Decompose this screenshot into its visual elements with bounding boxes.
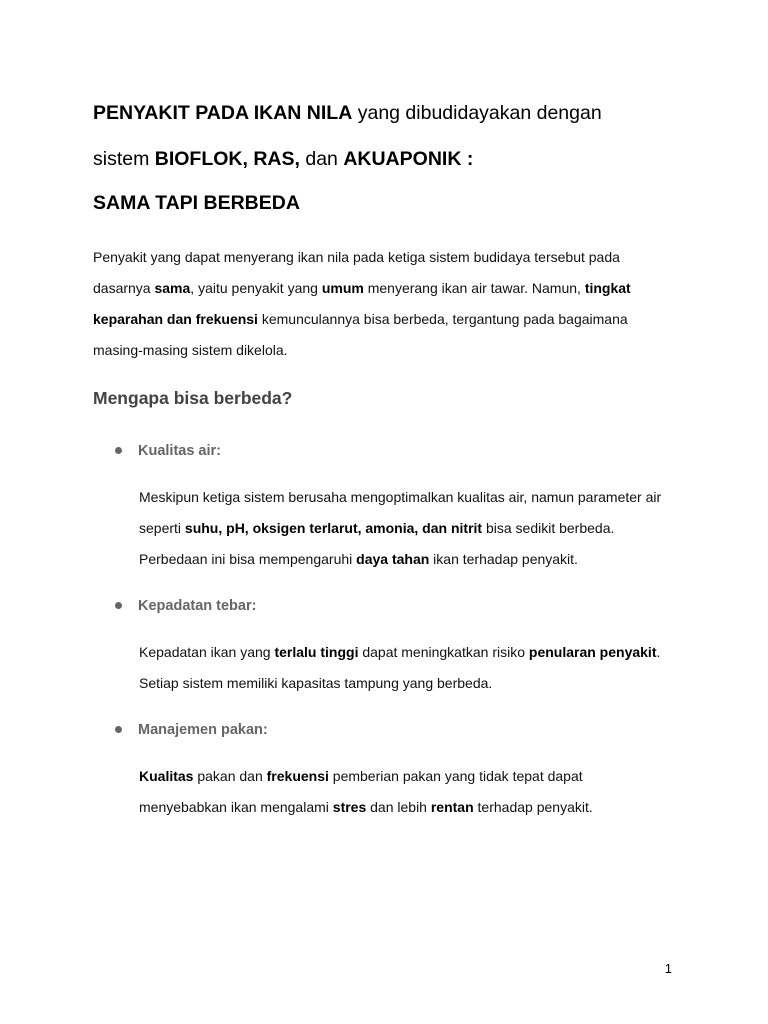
text-line: Penyakit yang dapat menyerang ikan nila pada ketiga sistem budidaya tersebut pada [93,249,620,265]
title-line-3: SAMA TAPI BERBEDA [93,192,300,214]
intro-paragraph [93,242,631,366]
text-segment: dapat meningkatkan risiko [358,644,529,660]
bullet-paragraph-kualitas-air [139,482,661,575]
title-bold-segment: AKUAPONIK : [343,148,474,170]
bullet-item-kepadatan-tebar [115,596,256,616]
text-segment: dasarnya [93,280,155,296]
text-segment: kemunculannya bisa berbeda, tergantung pada bagaimana [257,311,628,327]
text-segment: Kepadatan ikan yang [139,644,275,660]
text-line [139,637,660,668]
bullet-item-manajemen-pakan [115,720,268,740]
bullet-label: Manajemen pakan: [138,722,268,738]
bullet-dot-icon [115,726,122,733]
title-normal-segment: sistem [93,148,155,170]
bold-text: penularan penyakit [528,644,657,660]
bold-text: daya tahan [356,551,430,567]
text-line: masing-masing sistem dikelola. [93,342,288,358]
bullet-paragraph-kepadatan-tebar [139,637,660,699]
bold-text: sama [154,280,191,296]
title-bold-segment: BIOFLOK, RAS, [154,148,306,170]
text-line [93,273,631,304]
text-segment: , yaitu penyakit yang [190,280,322,296]
bold-text: terlalu tinggi [274,644,359,660]
text-line [139,792,593,823]
text-line [139,513,661,544]
text-line [139,761,593,792]
title-normal-segment: yang dibudidayakan dengan [352,102,602,124]
text-segment: terhadap penyakit. [473,799,593,815]
text-segment: menyerang ikan air tawar. Namun, [363,280,585,296]
section-heading: Mengapa bisa berbeda? [93,388,293,408]
title-line-2 [93,147,473,171]
bullet-label: Kualitas air: [138,443,221,459]
text-line [139,544,661,575]
bullet-label: Kepadatan tebar: [138,598,257,614]
text-segment: pemberian pakan yang tidak tepat dapat [328,768,583,784]
bold-text: rentan [430,799,474,815]
text-line [93,304,631,335]
bullet-dot-icon [115,447,122,454]
text-segment: Perbedaan ini bisa mempengaruhi [139,551,357,567]
bold-text: umum [321,280,364,296]
title-normal-segment: dan [305,148,344,170]
text-line: Setiap sistem memiliki kapasitas tampung yang berbeda. [139,675,493,691]
bullet-item-kualitas-air [115,441,221,461]
text-segment: ikan terhadap penyakit. [429,551,578,567]
text-segment: pakan dan [193,768,267,784]
bold-text: frekuensi [266,768,329,784]
title-line-1 [93,101,602,125]
bold-text: stres [332,799,367,815]
text-segment: . [656,644,661,660]
text-line: Meskipun ketiga sistem berusaha mengoptimalkan kualitas air, namun parameter air [139,489,662,505]
text-segment: seperti [139,520,185,536]
bold-text: suhu, pH, oksigen terlarut, amonia, dan nitrit [184,520,483,536]
bold-text: keparahan dan frekuensi [93,311,258,327]
bullet-dot-icon [115,602,122,609]
text-segment: bisa sedikit berbeda. [482,520,615,536]
text-segment: menyebabkan ikan mengalami [139,799,333,815]
page-number: 1 [664,961,672,976]
bullet-paragraph-manajemen-pakan [139,761,593,823]
bold-text: Kualitas [139,768,194,784]
bold-text: tingkat [584,280,631,296]
text-segment: dan lebih [366,799,431,815]
title-bold-segment: PENYAKIT PADA IKAN NILA [93,102,353,124]
